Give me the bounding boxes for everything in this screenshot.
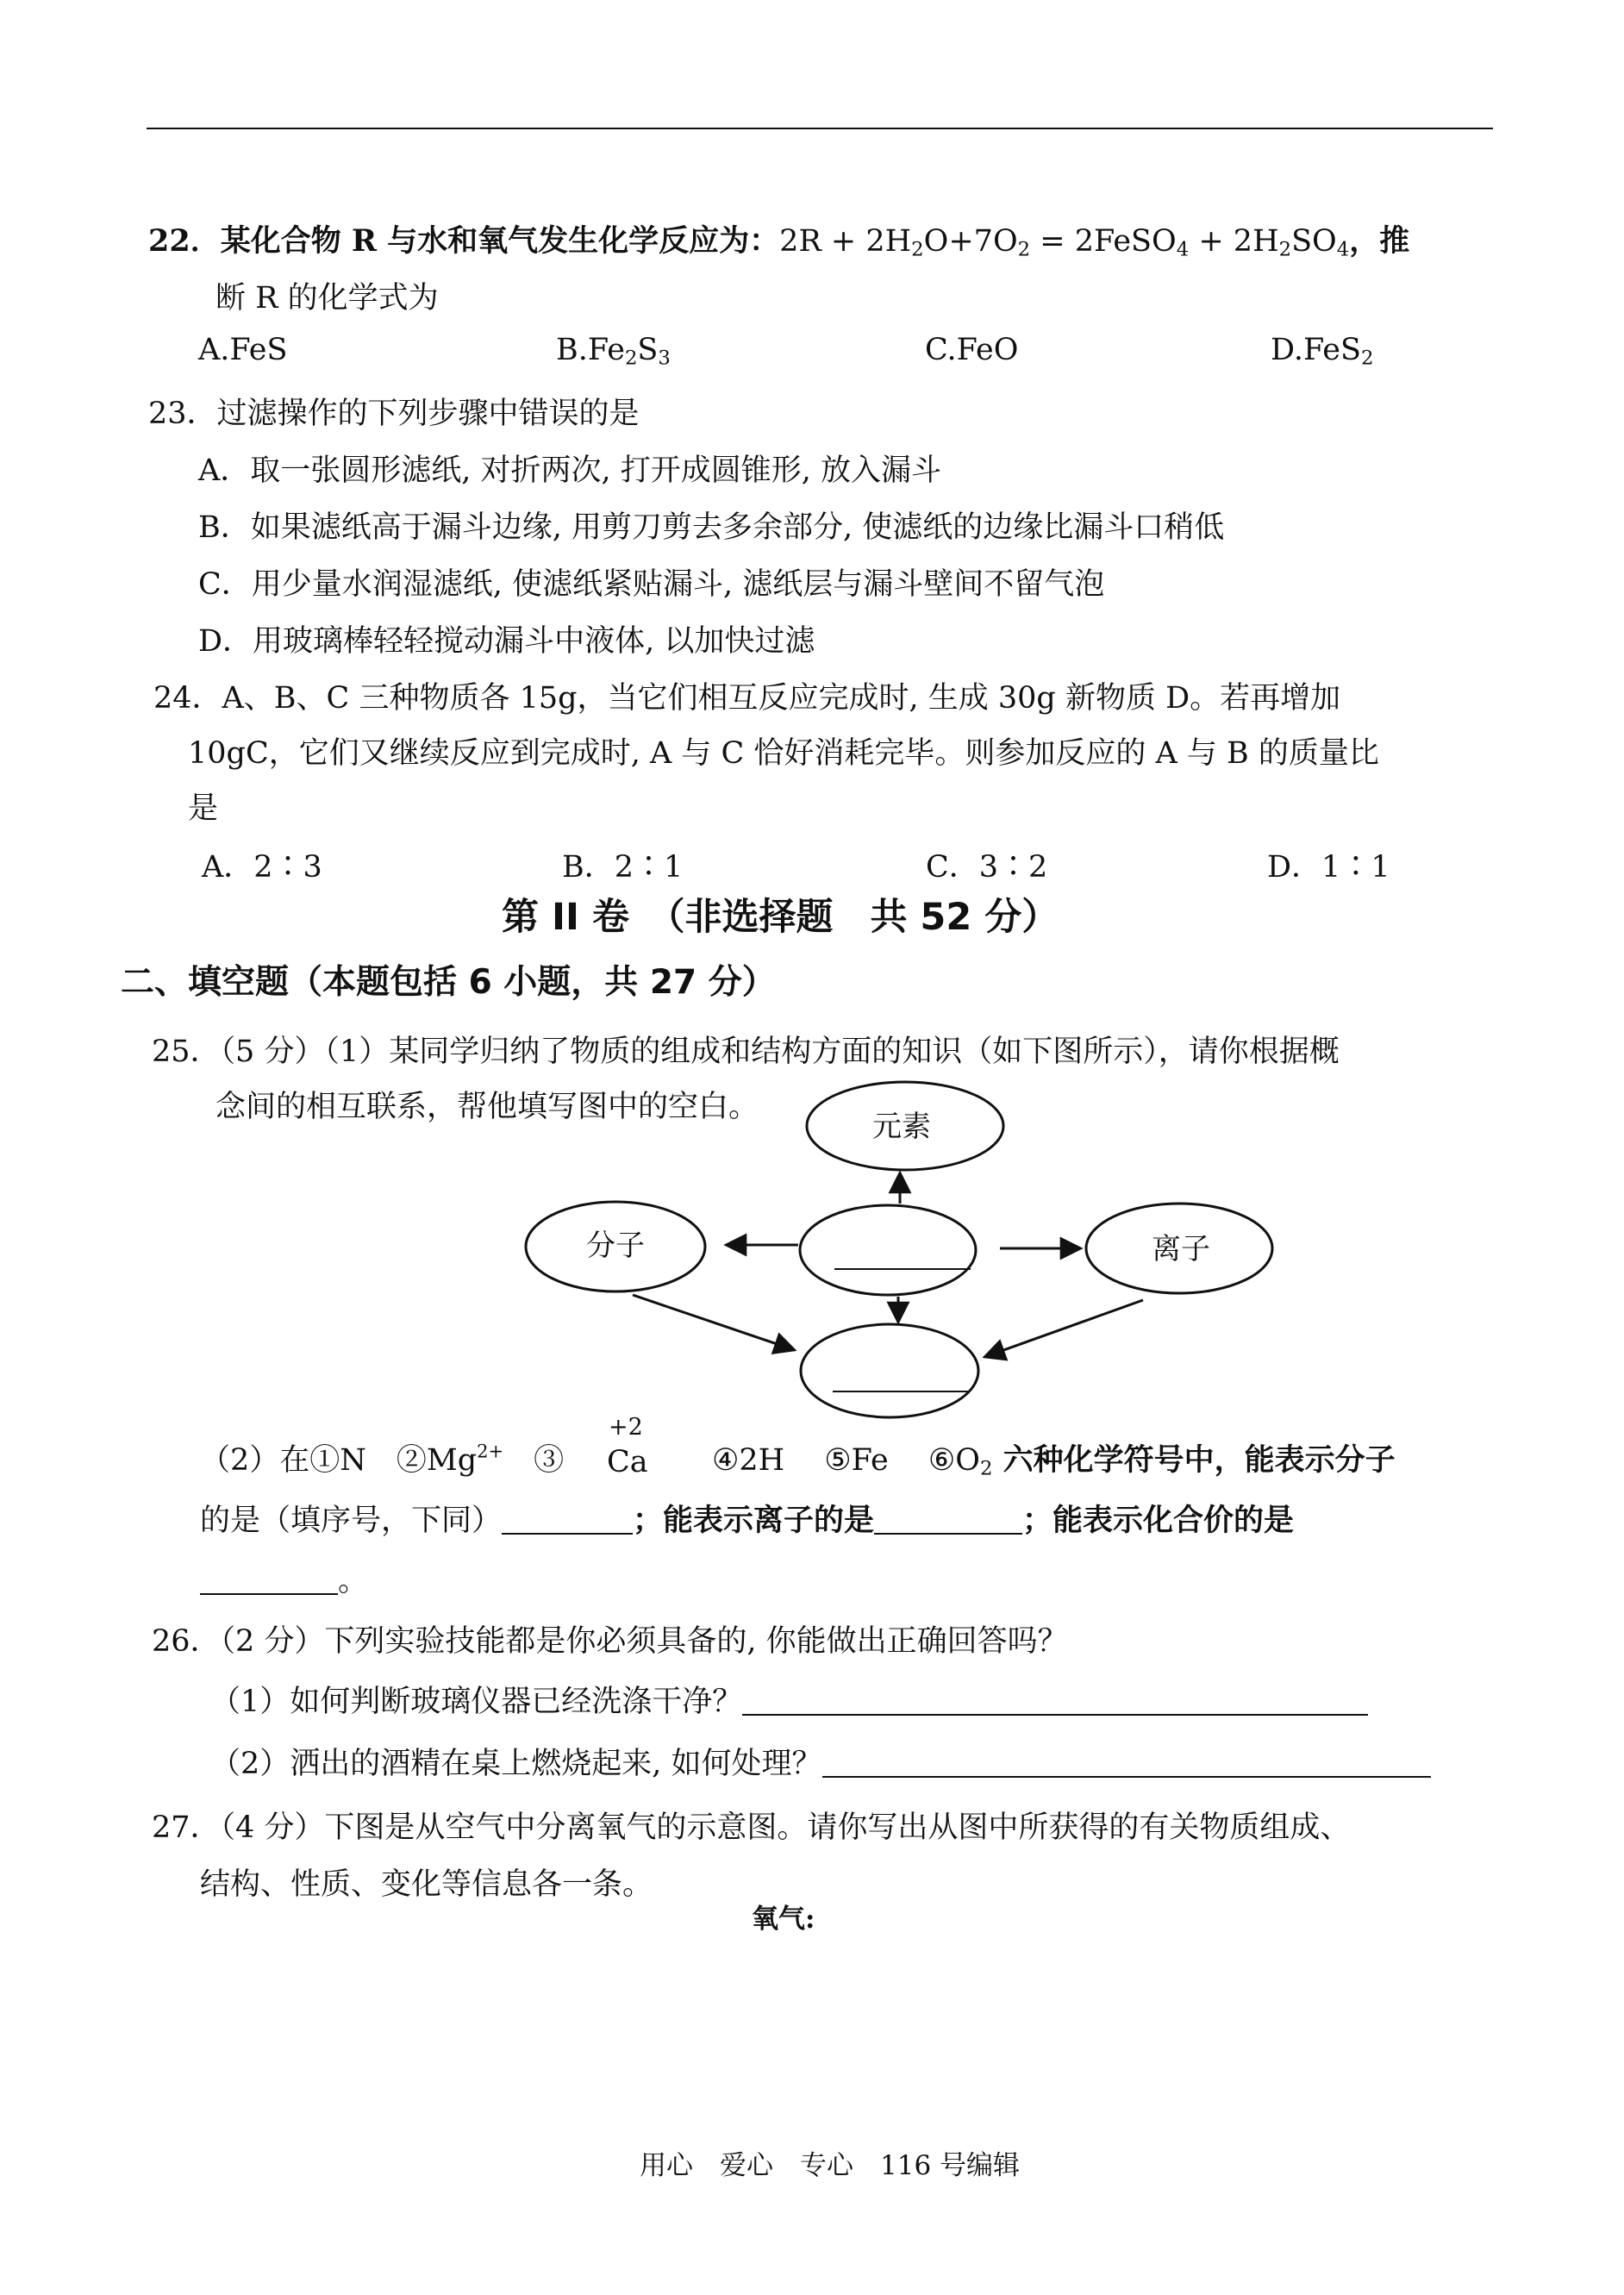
element-label: 元素 — [872, 1110, 931, 1144]
q24-line1: 24．A、B、C 三种物质各 15g，当它们相互反应完成时, 生成 30g 新物质 D。若再增加 — [153, 681, 1341, 716]
q22-eq-3: O+7O — [923, 224, 1018, 259]
q22-eq-7: + 2H — [1189, 224, 1279, 259]
q22-eq-2: 2 — [911, 238, 924, 261]
q24-line2: 10gC，它们又继续反应到完成时, A 与 C 恰好消耗完毕。则参加反应的 A 与 B 的质量比 — [188, 736, 1379, 771]
atom-oval-blank — [800, 1205, 976, 1295]
q22-eq-5: = 2FeSO — [1030, 224, 1177, 259]
q25-line4 — [200, 1497, 1294, 1540]
answer-blank-valence[interactable] — [200, 1563, 338, 1595]
q23-option-b: B．如果滤纸高于漏斗边缘, 用剪刀剪去多余部分, 使滤纸的边缘比漏斗口稍低 — [198, 510, 1225, 545]
oxygen-label: 氧气: — [752, 1904, 815, 1935]
q24-option-b: B．2∶1 — [562, 850, 684, 885]
q23-stem: 23．过滤操作的下列步骤中错误的是 — [148, 397, 640, 431]
ca-charge: +2 — [609, 1414, 643, 1441]
arrow-molecule-to-substance — [633, 1295, 795, 1350]
substance-oval-blank — [801, 1324, 978, 1417]
q25-line4-c: ；能表示化合价的是 — [1022, 1503, 1295, 1538]
footer: 用心 爱心 专心 116 号编辑 — [640, 2150, 1021, 2181]
q25-line1: 25．（5 分）（1）某同学归纳了物质的组成和结构方面的知识（如下图所示），请你根据概 — [152, 1035, 1340, 1069]
q25-part2-sub: 2 — [979, 1457, 993, 1480]
q22-option-c: C.FeO — [925, 333, 1019, 367]
answer-blank-molecule[interactable] — [502, 1503, 633, 1535]
q25-part2-sup: 2+ — [477, 1441, 504, 1462]
q26-part1-text: （1）如何判断玻璃仪器已经洗涤干净？ — [210, 1685, 743, 1719]
q24-option-a: A．2∶3 — [202, 850, 322, 885]
q22-option-b-1: B.Fe — [556, 333, 625, 367]
q22-option-b-4: 3 — [658, 347, 671, 370]
q24-option-c: C．3∶2 — [926, 850, 1048, 885]
q25-line5-end: 。 — [338, 1564, 369, 1598]
q25-part2-2: ③ — [503, 1443, 565, 1478]
q25-part2-4: 六种化学符号中，能表示分子 — [992, 1442, 1396, 1478]
q26-part1 — [210, 1678, 1368, 1721]
answer-blank-ion[interactable] — [874, 1503, 1022, 1535]
q22-eq-11: ，推 — [1349, 223, 1410, 259]
q22-eq-4: 2 — [1017, 238, 1031, 261]
q25-part2-rest — [712, 1436, 1396, 1480]
q25-line4-a: 的是（填序号，下同） — [200, 1504, 503, 1538]
q22-eq-9: SO — [1291, 224, 1337, 259]
q22-option-d-2: 2 — [1361, 347, 1374, 370]
part2-title: 第 II 卷 （非选择题 共 52 分） — [502, 896, 1059, 939]
q22-eq-8: 2 — [1278, 238, 1292, 261]
q22-line2: 断 R 的化学式为 — [215, 281, 439, 316]
q22-option-b-2: 2 — [624, 347, 638, 370]
answer-blank-glassware[interactable] — [742, 1684, 1368, 1716]
q23-option-d: D．用玻璃棒轻轻搅动漏斗中液体, 以加快过滤 — [198, 624, 815, 659]
q22-eq-1: 2R + 2H — [779, 224, 912, 259]
q25-part2-line — [200, 1436, 564, 1479]
q22-stem: 22．某化合物 R 与水和氧气发生化学反应为： — [148, 223, 780, 259]
q25-part2-3: ④2H ⑤Fe ⑥O — [712, 1443, 980, 1478]
q25-line4-b: ；能表示离子的是 — [633, 1503, 875, 1538]
q24-line3: 是 — [188, 791, 219, 826]
q22-option-a: A.FeS — [198, 333, 288, 367]
q26-part2 — [210, 1740, 1431, 1783]
ion-label: 离子 — [1152, 1232, 1210, 1266]
q26-stem: 26．（2 分）下列实验技能都是你必须具备的, 你能做出正确回答吗？ — [152, 1624, 1068, 1659]
q26-part2-text: （2）洒出的酒精在桌上燃烧起来, 如何处理？ — [210, 1747, 822, 1781]
q23-option-c: C．用少量水润湿滤纸, 使滤纸紧贴漏斗, 滤纸层与漏斗壁间不留气泡 — [198, 567, 1105, 602]
q25-line5 — [200, 1557, 368, 1600]
answer-blank-alcohol-fire[interactable] — [822, 1746, 1431, 1778]
q24-option-d: D．1∶1 — [1267, 850, 1390, 885]
q22-option-b-3: S — [637, 333, 659, 367]
q22-eq-10: 4 — [1336, 238, 1350, 261]
section2-title: 二、填空题（本题包括 6 小题，共 27 分） — [121, 963, 776, 1002]
q25-line2: 念间的相互联系，帮他填写图中的空白。 — [215, 1090, 759, 1124]
q23-option-a: A．取一张圆形滤纸, 对折两次, 打开成圆锥形, 放入漏斗 — [198, 453, 942, 488]
q25-part2-1: （2）在①N ②Mg — [200, 1443, 478, 1478]
q27-line1: 27．（4 分）下图是从空气中分离氧气的示意图。请你写出从图中所获得的有关物质组成、 — [152, 1810, 1351, 1845]
molecule-label: 分子 — [586, 1229, 645, 1263]
q22-option-d-1: D.FeS — [1271, 333, 1361, 367]
q27-line2: 结构、性质、变化等信息各一条。 — [200, 1867, 653, 1902]
ca-symbol: Ca — [607, 1445, 648, 1479]
q22-eq-6: 4 — [1176, 238, 1190, 261]
arrow-ion-to-substance — [984, 1300, 1143, 1357]
